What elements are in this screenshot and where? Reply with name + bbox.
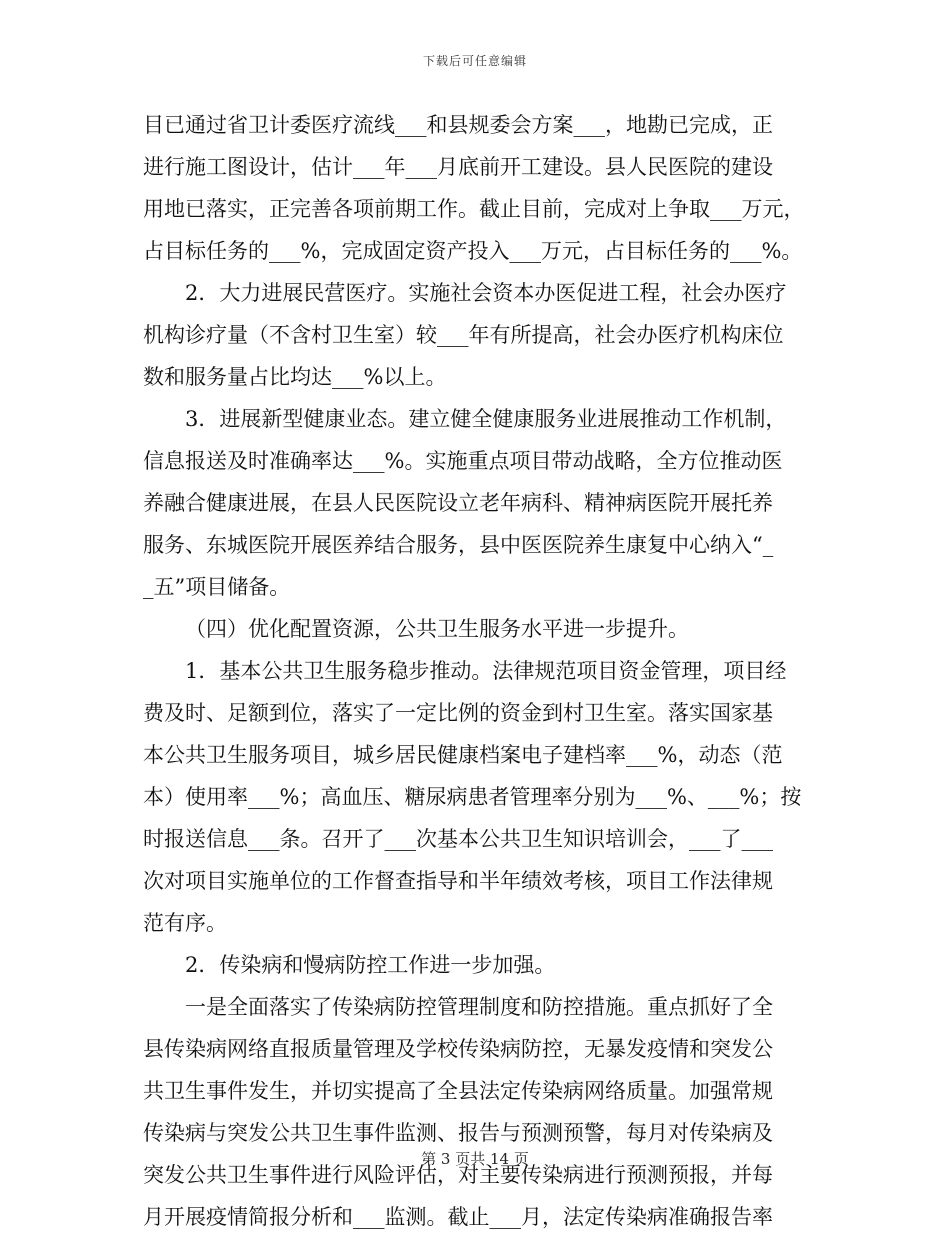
document-body	[143, 104, 815, 1238]
text-line: 月开展疫情简报分析和___监测。截止___月，法定传染病准确报告率	[143, 1205, 773, 1229]
text-line: 县传染病网络直报质量管理及学校传染病防控，无暴发疫情和突发公	[143, 1037, 773, 1061]
text-line: 共卫生事件发生，并切实提高了全县法定传染病网络质量。加强常规	[143, 1079, 773, 1103]
text-line: 用地已落实，正完善各项前期工作。截止目前，完成对上争取___万元，	[143, 197, 805, 221]
text-line: 占目标任务的___%，完成固定资产投入___万元，占目标任务的___%。	[143, 239, 803, 263]
text-line: 信息报送及时准确率达___%。实施重点项目带动战略，全方位推动医	[143, 449, 783, 473]
paragraph-start: 1．基本公共卫生服务稳步推动。法律规范项目资金管理，项目经	[185, 659, 787, 683]
text-line: 数和服务量占比均达___%以上。	[143, 365, 447, 389]
text-line: 费及时、足额到位，落实了一定比例的资金到村卫生室。落实国家基	[143, 701, 773, 725]
text-line: 时报送信息___条。召开了___次基本公共卫生知识培训会，___了___	[143, 827, 773, 851]
text-line: 养融合健康进展，在县人民医院设立老年病科、精神病医院开展托养	[143, 491, 773, 515]
page-header: 下载后可任意编辑	[422, 54, 527, 68]
page-number-footer: 第 3 页共 14 页	[421, 1150, 529, 1168]
text-line: 突发公共卫生事件进行风险评估，对主要传染病进行预测预报，并每	[143, 1163, 773, 1187]
paragraph-start: 2．大力进展民营医疗。实施社会资本办医促进工程，社会办医疗	[185, 281, 787, 305]
text-line: 传染病与突发公共卫生事件监测、报告与预测预警，每月对传染病及	[143, 1121, 773, 1145]
text-line: 次对项目实施单位的工作督查指导和半年绩效考核，项目工作法律规	[143, 869, 773, 893]
text-line: 服务、东城医院开展医养结合服务，县中医医院养生康复中心纳入“_	[143, 533, 774, 557]
text-line: 范有序。	[143, 911, 227, 935]
text-line: 本）使用率___%；高血压、糖尿病患者管理率分别为___%、___%；按	[143, 785, 802, 809]
text-line: _五”项目储备。	[143, 575, 291, 599]
text-line: 目已通过省卫计委医疗流线___和县规委会方案___，地勘已完成，正	[143, 113, 773, 137]
paragraph-start: 一是全面落实了传染病防控管理制度和防控措施。重点抓好了全	[185, 995, 773, 1019]
text-line: 进行施工图设计，估计___年___月底前开工建设。县人民医院的建设	[143, 155, 773, 179]
text-line: 本公共卫生服务项目，城乡居民健康档案电子建档率___%，动态（范	[143, 743, 783, 767]
paragraph-start: 2．传染病和慢病防控工作进一步加强。	[185, 953, 556, 977]
section-heading: （四）优化配置资源，公共卫生服务水平进一步提升。	[185, 617, 689, 641]
text-line: 机构诊疗量（不含村卫生室）较___年有所提高，社会办医疗机构床位	[143, 323, 784, 347]
paragraph-start: 3．进展新型健康业态。建立健全健康服务业进展推动工作机制，	[185, 407, 787, 431]
